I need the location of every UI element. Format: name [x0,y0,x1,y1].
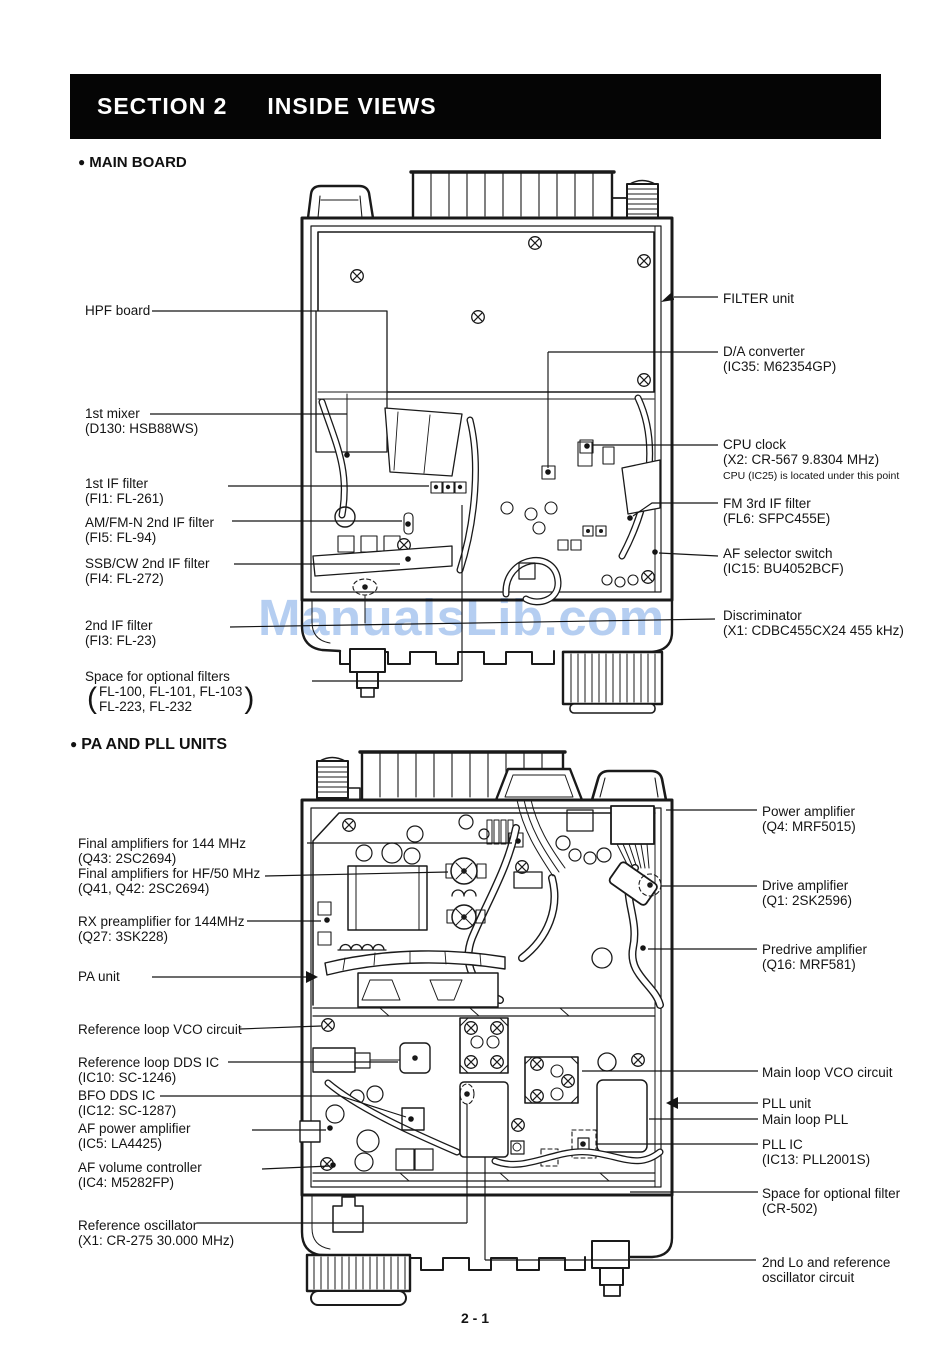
antenna-connector [627,181,658,219]
bottom-connector [350,649,385,697]
antenna-connector [317,758,360,801]
label-optional-filters: Space for optional filters ( FL-100, FL-101, FL-103 FL-223, FL-232 ) [85,669,255,715]
screw-icon [638,255,651,268]
label-af-selector-switch: AF selector switch (IC15: BU4052BCF) [723,546,844,576]
screw-icon [472,311,485,324]
page-number: 2 - 1 [460,1310,489,1326]
pa-pll-diagram [300,752,672,1305]
screw-icon [322,1019,335,1032]
label-main-loop-pll: Main loop PLL [762,1112,849,1127]
label-pll-ic: PLL IC (IC13: PLL2001S) [762,1137,871,1167]
manualslib-watermark: ManualsLib.com [258,589,665,646]
label-2nd-lo-ref-osc: 2nd Lo and reference oscillator circuit [762,1255,891,1285]
label-rx-preamplifier: RX preamplifier for 144MHz (Q27: 3SK228) [78,914,245,944]
bottom-ribbed-block [307,1255,410,1305]
label-main-loop-vco: Main loop VCO circuit [762,1065,893,1080]
bottom-ribbed-block [563,652,662,713]
hpf-board-outline [316,311,387,452]
label-ssb-cw-2nd-if-filter: SSB/CW 2nd IF filter (FI4: FL-272) [85,556,210,586]
label-da-converter: D/A converter (IC35: M62354GP) [723,344,837,374]
label-ref-loop-dds: Reference loop DDS IC (IC10: SC-1246) [78,1055,220,1085]
section-number: SECTION 2 [97,93,228,119]
screw-icon [343,819,356,832]
ref-loop-vco-module [460,1018,508,1073]
label-drive-amplifier: Drive amplifier (Q1: 2SK2596) [762,878,853,908]
jack-outline [333,1197,363,1232]
label-af-volume-controller: AF volume controller (IC4: M5282FP) [78,1160,202,1190]
label-am-fm-n-2nd-if-filter: AM/FM-N 2nd IF filter (FI5: FL-94) [85,515,215,545]
label-hpf-board: HPF board [85,303,151,318]
cpu-location-note: CPU (IC25) is located under this point [723,470,900,482]
label-bfo-dds: BFO DDS IC (IC12: SC-1287) [78,1088,177,1118]
main-board-heading: ● MAIN BOARD [78,154,187,171]
af-power-amp [300,1121,320,1142]
screw-icon [351,270,364,283]
label-pll-unit: PLL unit [762,1096,812,1111]
section-title: INSIDE VIEWS [267,93,437,119]
screw-icon [529,237,542,250]
screw-icon [632,1054,645,1067]
label-final-amp-144: Final amplifiers for 144 MHz (Q43: 2SC2694) [78,836,247,866]
label-predrive-amplifier: Predrive amplifier (Q16: MRF581) [762,942,868,972]
screw-icon [512,1119,525,1132]
label-optional-filter-space: Space for optional filter (CR-502) [762,1186,901,1216]
pa-pll-heading: ● PA AND PLL UNITS [70,736,228,753]
label-final-amp-hf50: Final amplifiers for HF/50 MHz (Q41, Q42: 2SC2694) [78,866,261,896]
label-2nd-if-filter: 2nd IF filter (FI3: FL-23) [85,618,157,648]
paren-open: ( [87,682,97,715]
label-1st-if-filter: 1st IF filter (FI1: FL-261) [85,476,164,506]
main-loop-pll-module [597,1080,647,1152]
wire-connector-2 [611,806,654,844]
label-cpu-clock: CPU clock (X2: CR-567 9.8304 MHz) CPU (IC25) is located under this point [723,437,900,482]
label-af-power-amplifier: AF power amplifier (IC5: LA4425) [78,1121,191,1151]
label-1st-mixer: 1st mixer (D130: HSB88WS) [85,406,199,436]
label-reference-oscillator: Reference oscillator (X1: CR-275 30.000 MHz) [78,1218,235,1248]
label-filter-unit: FILTER unit [723,291,795,306]
screw-icon [638,374,651,387]
label-power-amplifier: Power amplifier (Q4: MRF5015) [762,804,856,834]
paren-close: ) [244,682,255,715]
label-pa-unit: PA unit [78,969,120,984]
wire-connector [496,769,582,800]
screw-icon [642,571,655,584]
label-discriminator: Discriminator (X1: CDBC455CX24 455 kHz) [723,608,904,638]
bullet-icon: ● [78,155,86,169]
main-loop-vco-module [525,1057,578,1103]
bottom-connector [592,1241,629,1296]
label-fm-3rd-if-filter: FM 3rd IF filter (FL6: SFPC455E) [723,496,831,526]
bullet-icon: ● [70,737,78,751]
label-ref-loop-vco: Reference loop VCO circuit [78,1022,242,1037]
